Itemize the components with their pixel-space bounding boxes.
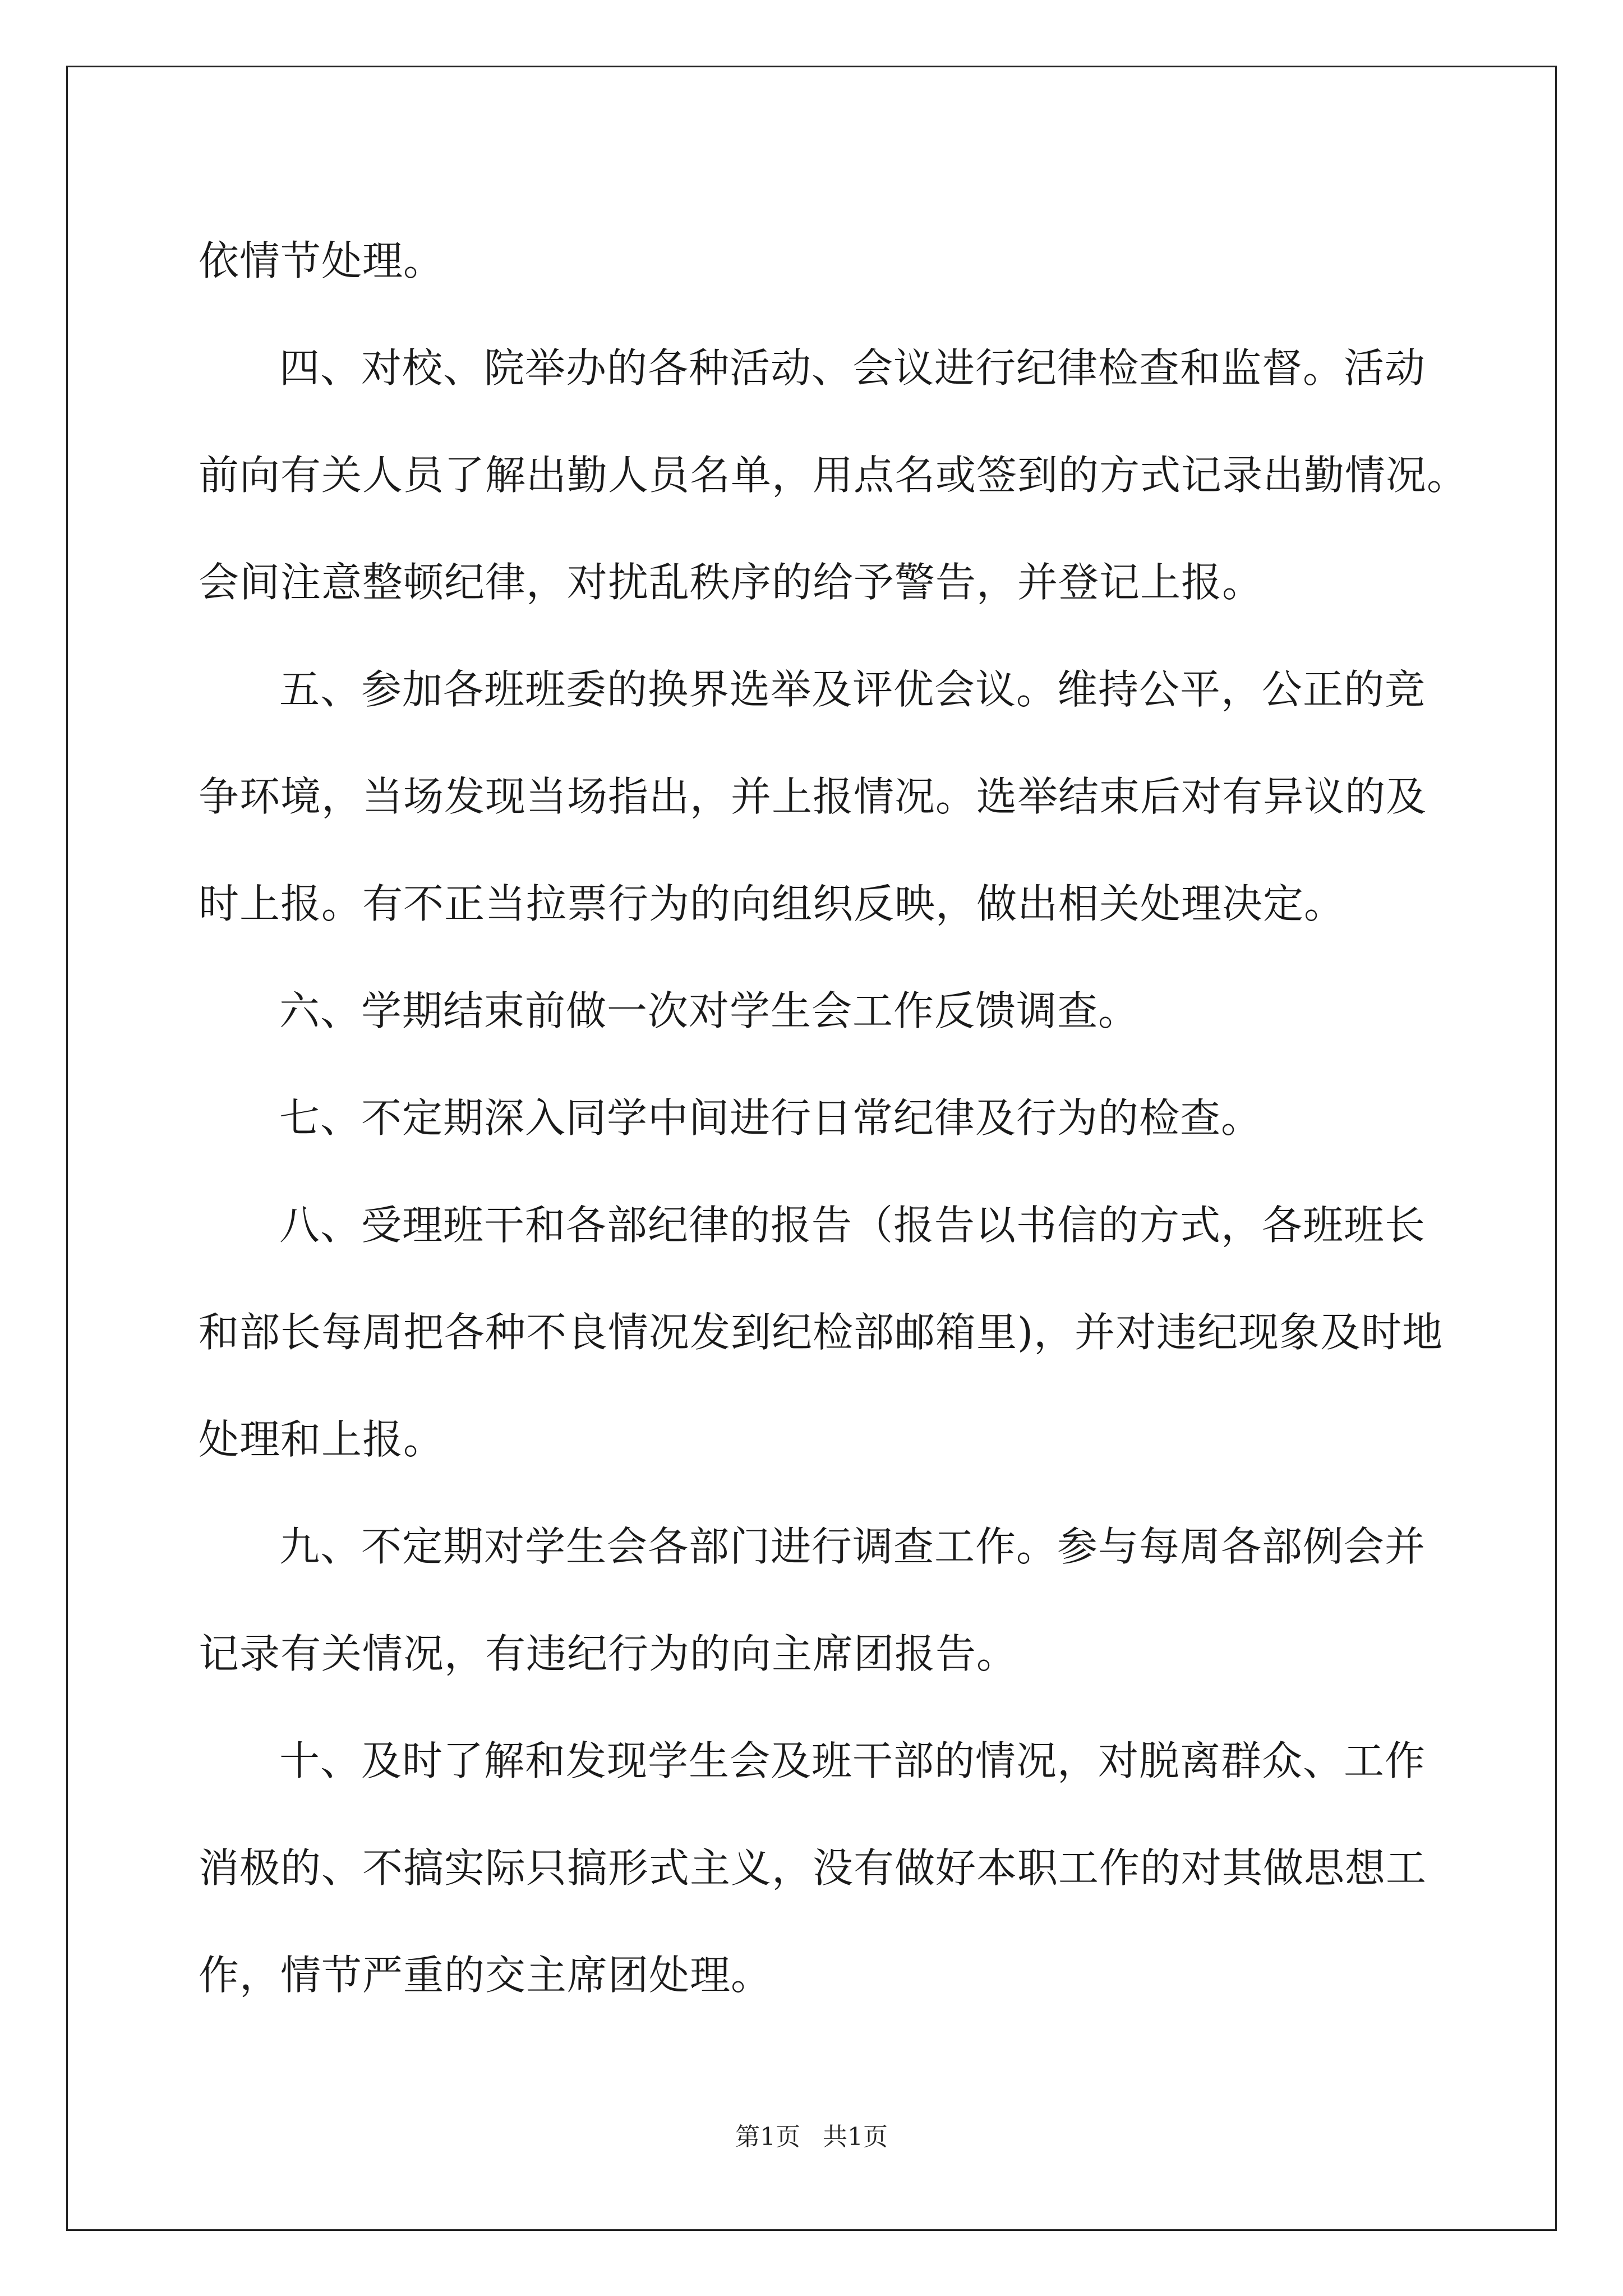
text-line-13: 九、不定期对学生会各部门进行调查工作。参与每周各部例会并 — [279, 1523, 1426, 1570]
text-line-17: 作，情节严重的交主席团处理。 — [199, 1952, 772, 1999]
text-line-2: 四、对校、院举办的各种活动、会议进行纪律检查和监督。活动 — [279, 344, 1426, 392]
text-line-3: 前向有关人员了解出勤人员名单，用点名或签到的方式记录出勤情况。 — [199, 452, 1468, 499]
text-line-4: 会间注意整顿纪律，对扰乱秩序的给予警告，并登记上报。 — [199, 559, 1264, 606]
text-line-16: 消极的、不搞实际只搞形式主义，没有做好本职工作的对其做思想工 — [199, 1844, 1427, 1892]
text-line-10: 八、受理班干和各部纪律的报告（报告以书信的方式，各班班长 — [279, 1202, 1426, 1249]
text-line-9: 七、不定期深入同学中间进行日常纪律及行为的检查。 — [279, 1094, 1262, 1142]
text-line-6: 争环境，当场发现当场指出，并上报情况。选举结束后对有异议的及 — [199, 773, 1427, 820]
text-line-5: 五、参加各班班委的换界选举及评优会议。维持公平，公正的竞 — [279, 666, 1426, 713]
text-line-8: 六、学期结束前做一次对学生会工作反馈调查。 — [279, 987, 1140, 1034]
text-line-7: 时上报。有不正当拉票行为的向组织反映，做出相关处理决定。 — [199, 880, 1345, 927]
document-body — [199, 208, 1468, 2029]
page-total: 共1页 — [823, 2123, 888, 2151]
text-line-14: 记录有关情况，有违纪行为的向主席团报告。 — [199, 1630, 1018, 1677]
text-line-11: 和部长每周把各种不良情况发到纪检部邮箱里)，并对违纪现象及时地 — [199, 1309, 1444, 1356]
page-number: 第1页 — [735, 2123, 800, 2151]
page-footer — [0, 2120, 1623, 2154]
text-line-12: 处理和上报。 — [199, 1416, 445, 1463]
text-line-15: 十、及时了解和发现学生会及班干部的情况，对脱离群众、工作 — [279, 1737, 1426, 1784]
text-line-1: 依情节处理。 — [199, 237, 445, 284]
